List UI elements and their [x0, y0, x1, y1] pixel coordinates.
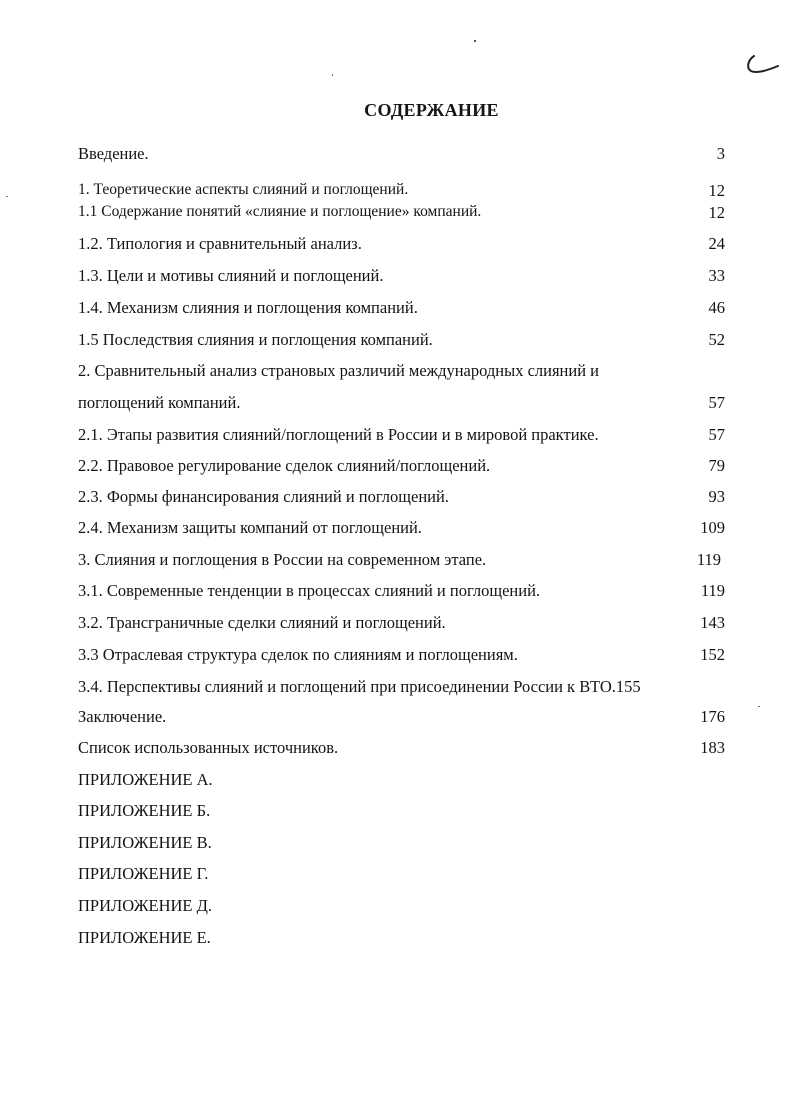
toc-page-number: 93	[708, 487, 725, 506]
toc-entry: 1.5 Последствия слияния и поглощения компаний.	[78, 330, 433, 349]
toc-entry: 2.1. Этапы развития слияний/поглощений в России и в мировой практике.	[78, 425, 599, 444]
toc-entry: 1.1 Содержание понятий «слияние и поглощение» компаний.	[78, 203, 482, 220]
toc-page-number: 12	[708, 181, 725, 200]
toc-page-number: 3	[716, 144, 725, 163]
toc-entry: 2.3. Формы финансирования слияний и поглощений.	[78, 487, 449, 506]
toc-entry: 3.3 Отраслевая структура сделок по слияниям и поглощениям.	[78, 645, 518, 664]
toc-page-number: 119	[696, 550, 721, 569]
appendix-entry: ПРИЛОЖЕНИЕ А.	[78, 770, 213, 789]
toc-page-number: 119	[700, 581, 725, 600]
toc-page-number: 12	[708, 203, 725, 222]
toc-page-number: 33	[708, 266, 725, 285]
toc-entry: 2. Сравнительный анализ страновых различий международных слияний и	[78, 361, 599, 380]
toc-page-number: 57	[708, 425, 725, 444]
toc-entry: Заключение.	[78, 707, 167, 726]
toc-page-number: 109	[700, 518, 725, 537]
toc-entry: 3.4. Перспективы слияний и поглощений при присоединении России к ВТО.155	[78, 677, 641, 696]
page-title: СОДЕРЖАНИЕ	[364, 100, 499, 120]
appendix-entry: ПРИЛОЖЕНИЕ Г.	[78, 864, 209, 883]
toc-page-number: 176	[700, 707, 725, 726]
scan-speck	[6, 196, 8, 197]
toc-entry: 3.2. Трансграничные сделки слияний и поглощений.	[78, 613, 446, 632]
toc-page-number: 57	[708, 393, 725, 412]
toc-entry: 2.4. Механизм защиты компаний от поглощений.	[78, 518, 422, 537]
toc-entry: 3.1. Современные тенденции в процессах слияний и поглощений.	[78, 581, 541, 600]
scan-speck	[474, 40, 476, 42]
toc-entry: 2.2. Правовое регулирование сделок слияний/поглощений.	[78, 456, 491, 475]
toc-page-number: 152	[700, 645, 725, 664]
toc-entry: Список использованных источников.	[78, 738, 339, 757]
handwritten-mark-icon	[742, 52, 782, 78]
toc-page-number: 79	[708, 456, 725, 475]
appendix-entry: ПРИЛОЖЕНИЕ Д.	[78, 896, 212, 915]
appendix-entry: ПРИЛОЖЕНИЕ Б.	[78, 801, 211, 820]
appendix-entry: ПРИЛОЖЕНИЕ Е.	[78, 928, 211, 947]
toc-page-number: 52	[708, 330, 725, 349]
toc-entry: Введение.	[78, 144, 149, 163]
toc-entry: 1. Теоретические аспекты слияний и поглощений.	[78, 181, 409, 198]
scan-speck	[332, 74, 333, 76]
toc-entry: 3. Слияния и поглощения в России на современном этапе.	[78, 550, 487, 569]
toc-page-number: 46	[708, 298, 725, 317]
toc-entry: 1.4. Механизм слияния и поглощения компаний.	[78, 298, 418, 317]
toc-page-number: 183	[700, 738, 725, 757]
toc-entry: 1.2. Типология и сравнительный анализ.	[78, 234, 362, 253]
toc-page-number: 24	[708, 234, 725, 253]
toc-entry: 1.3. Цели и мотивы слияний и поглощений.	[78, 266, 384, 285]
toc-page-number: 143	[700, 613, 725, 632]
appendix-entry: ПРИЛОЖЕНИЕ В.	[78, 833, 212, 852]
toc-entry: поглощений компаний.	[78, 393, 241, 412]
scan-speck	[758, 706, 760, 707]
